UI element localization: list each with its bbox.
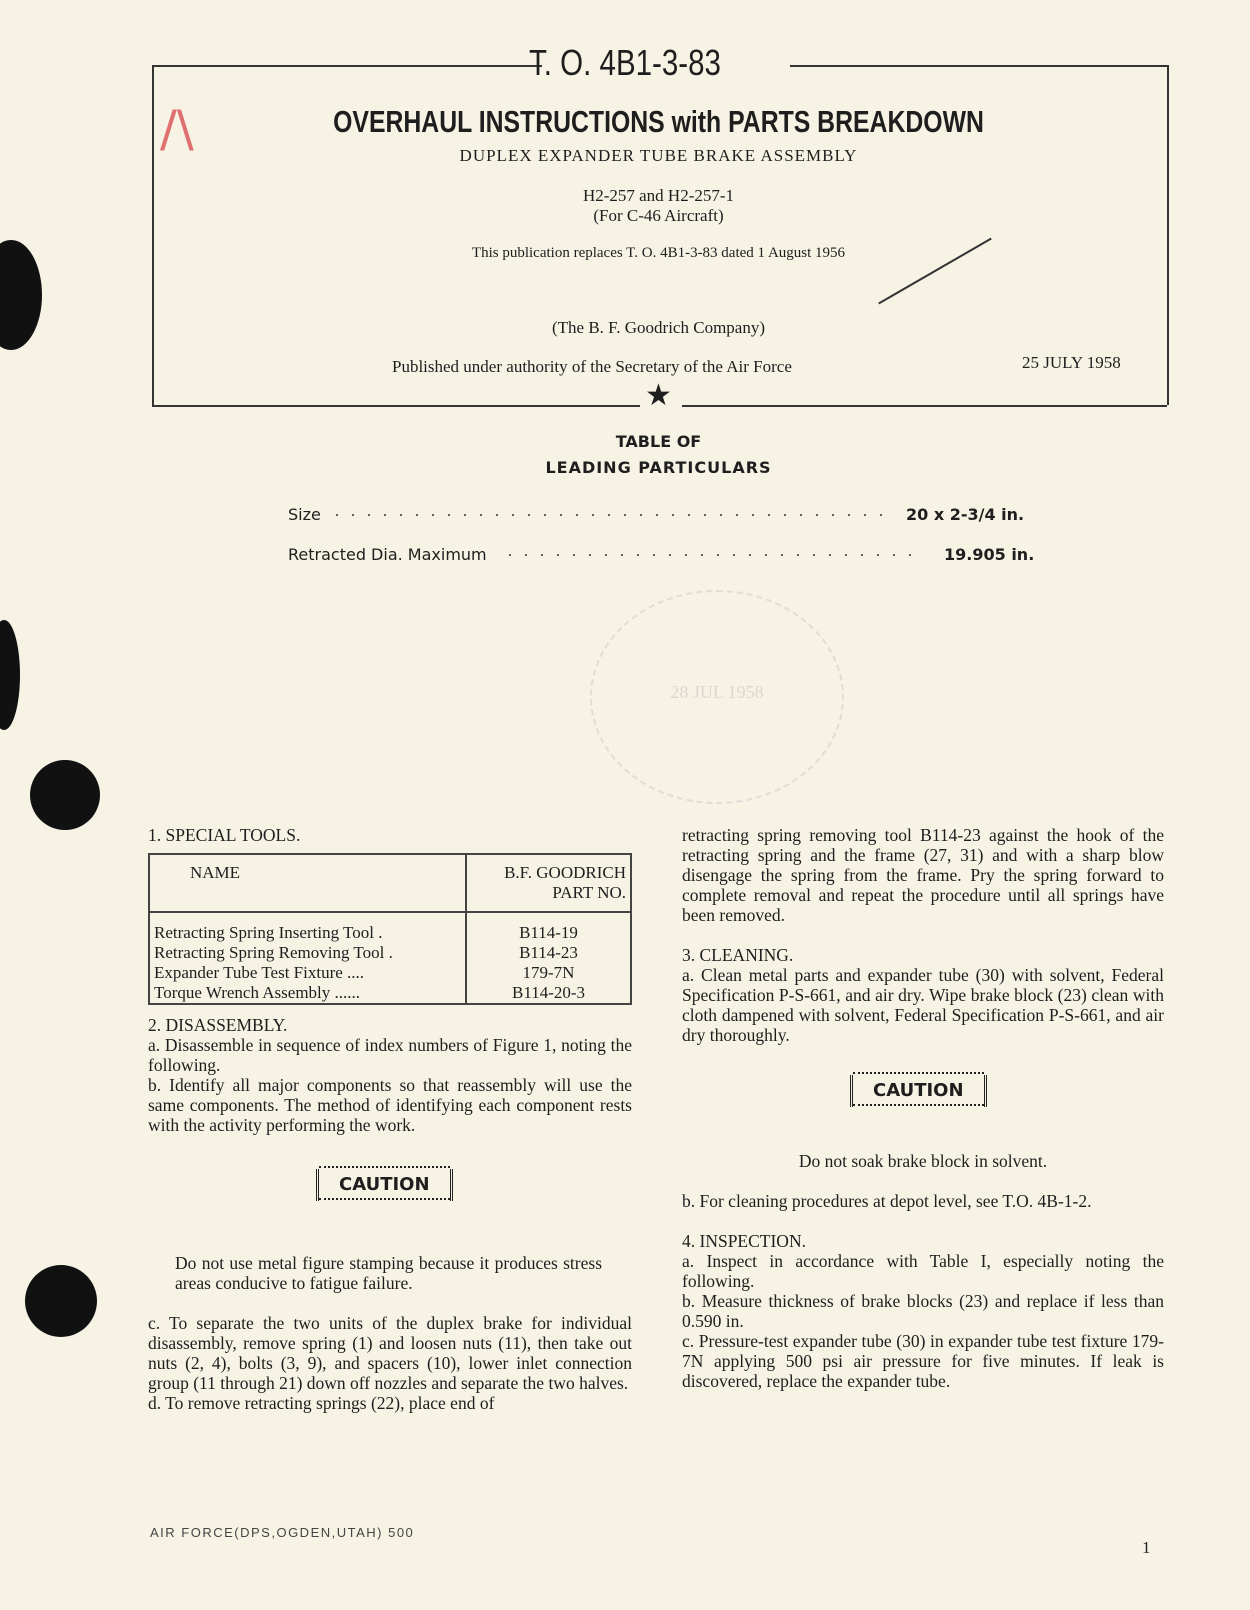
stamp-date: 28 JUL 1958 [670,682,764,702]
star-icon: ★ [645,379,672,412]
particular-label: Retracted Dia. Maximum [288,545,487,564]
paragraph: a. Clean metal parts and expander tube (30) with solvent, Federal Specification P-S-661, and air dry. Wipe brake block (23) clean with cloth dampened with solvent, Federal Specification P-S-661, and air dry thoroughly. [682,965,1164,1045]
authority: Published under authority of the Secretary of the Air Force [392,357,792,376]
section-heading: 2. DISASSEMBLY. [148,1015,288,1035]
leader-dots: . . . . . . . . . . . . . . . . . . . . . . . . . . . . . . . . . . . [335,503,887,520]
col-header-part: B.F. GOODRICH PART NO. [466,854,631,912]
paragraph: retracting spring removing tool B114-23 against the hook of the retracting spring and the frame (27, 31) and with a sharp blow disengage the spring from the frame. Pry the spring forward to complete removal and repeat the procedure until all springs have been removed. [682,825,1164,925]
models: H2-257 and H2-257-1 [582,186,735,205]
binder-hole [25,1265,97,1337]
doc-subtitle: DUPLEX EXPANDER TUBE BRAKE ASSEMBLY [459,146,858,165]
page-number: 1 [1142,1538,1151,1557]
caution-text: Do not use metal figure stamping because it produces stress areas conducive to fatigue failure. [175,1253,602,1293]
leader-dots: . . . . . . . . . . . . . . . . . . . . . . . . . . [508,543,916,560]
doc-title: OVERHAUL INSTRUCTIONS with PARTS BREAKDOWN [333,104,984,139]
binder-hole [30,760,100,830]
paragraph: c. To separate the two units of the duplex brake for individual disassembly, remove spring (1) and loosen nuts (11), then take out nuts (2, 4), bolts (3, 9), and spacers (10), lower inlet connection group (11 through 21) down off nozzles and separate the two halves. [148,1313,632,1393]
paragraph: b. Identify all major components so that reassembly will use the same components. The method of identifying each component rests with the activity performing the work. [148,1075,632,1135]
special-tools-table [148,853,632,1005]
left-column [148,825,632,1413]
col-header-name: NAME [149,854,466,912]
paragraph: a. Disassemble in sequence of index numbers of Figure 1, noting the following. [148,1035,632,1075]
aircraft: (For C-46 Aircraft) [593,206,724,225]
divider [682,405,1167,407]
particular-value: 20 x 2-3/4 in. [906,505,1025,524]
section-heading: 4. INSPECTION. [682,1231,806,1251]
caution-area [148,1135,632,1253]
section-heading: 1. SPECIAL TOOLS. [148,825,301,845]
divider [152,405,640,407]
part-numbers: B114-19 B114-23 179-7N B114-20-3 [466,912,631,1004]
paragraph: a. Inspect in accordance with Table I, especially noting the following. [682,1251,1164,1291]
red-x-mark: /\ [160,100,194,158]
particular-label: Size [288,505,321,524]
printer-line: AIR FORCE(DPS,OGDEN,UTAH) 500 [150,1525,415,1540]
paragraph: d. To remove retracting springs (22), place end of [148,1393,495,1413]
right-column [682,825,1164,1391]
binder-hole [0,240,42,350]
tool-names: Retracting Spring Inserting Tool . Retracting Spring Removing Tool . Expander Tube Test Fixture .... Torque Wrench Assembly ...... [149,912,466,1004]
particular-value: 19.905 in. [944,545,1035,564]
company: (The B. F. Goodrich Company) [552,318,765,337]
particulars-title: TABLE OF [615,432,702,451]
particulars-title: LEADING PARTICULARS [545,458,772,477]
replaces-note: This publication replaces T. O. 4B1-3-83 dated 1 August 1956 [471,245,846,261]
received-stamp [590,590,844,804]
caution-text: Do not soak brake block in solvent. [798,1151,1048,1171]
caution-label: CAUTION [316,1169,453,1201]
binder-hole [0,620,20,730]
publication-date: 25 JULY 1958 [1022,353,1121,372]
caution-area [682,1045,1164,1135]
section-heading: 3. CLEANING. [682,945,794,965]
paragraph: c. Pressure-test expander tube (30) in expander tube test fixture 179-7N applying 500 psi air pressure for five minutes. If leak is discovered, replace the expander tube. [682,1331,1164,1391]
paragraph: b. For cleaning procedures at depot level, see T.O. 4B-1-2. [682,1191,1092,1211]
caution-label: CAUTION [850,1075,987,1107]
to-number: T. O. 4B1-3-83 [529,42,721,83]
paragraph: b. Measure thickness of brake blocks (23) and replace if less than 0.590 in. [682,1291,1164,1331]
